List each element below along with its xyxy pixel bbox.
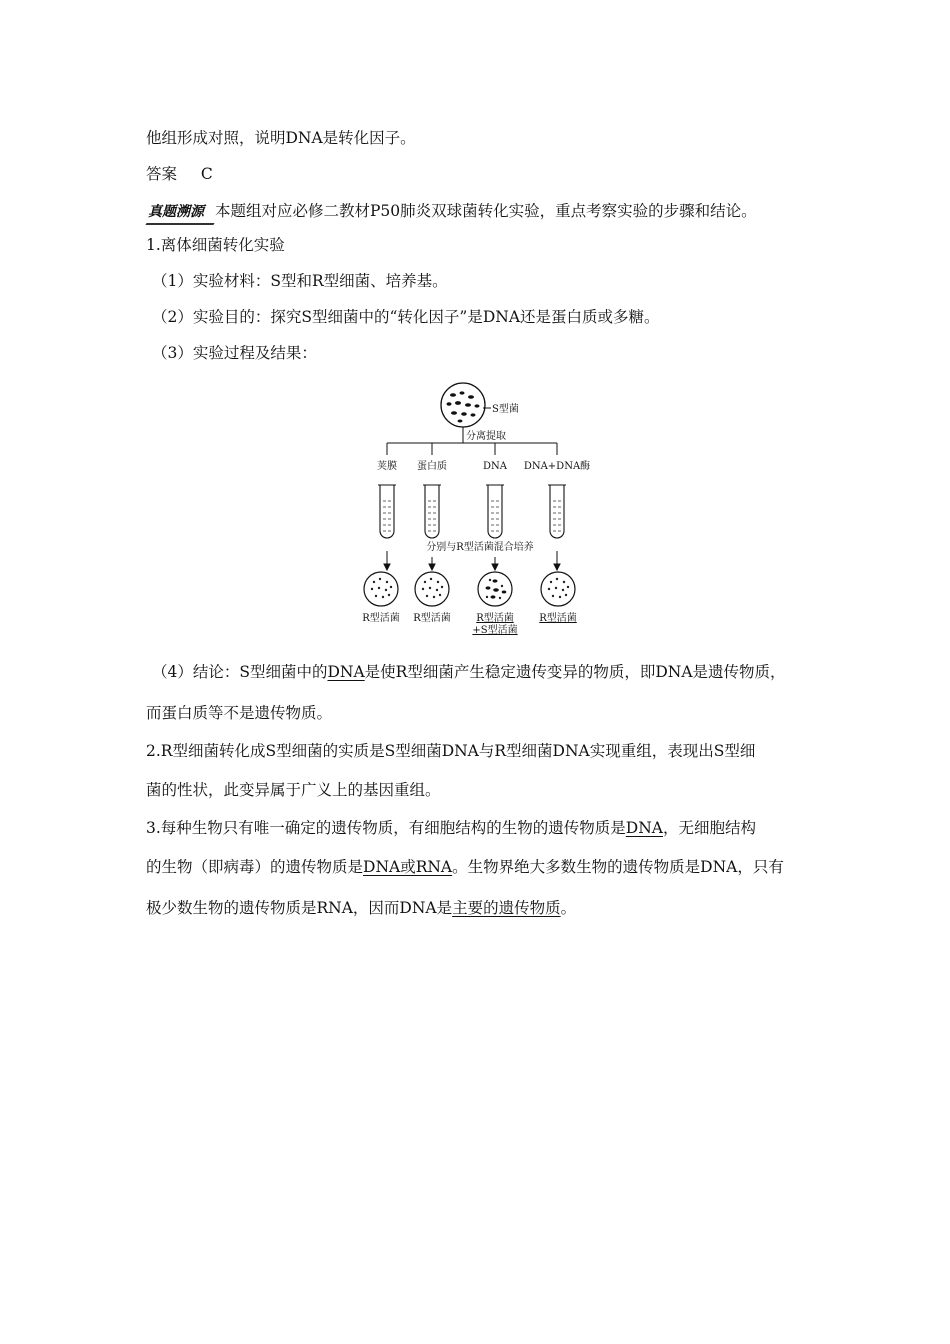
- item-2: （2）实验目的：探究S型细菌中的“转化因子”是DNA还是蛋白质或多糖。: [152, 308, 660, 326]
- result-label-4: R型活菌: [539, 613, 577, 624]
- mix-culture-label: 分别与R型活菌混合培养: [426, 542, 534, 553]
- section-3-underline-1: DNA: [625, 819, 663, 837]
- item-1: （1）实验材料：S型和R型细菌、培养基。: [152, 272, 448, 290]
- item-4-line-2: 而蛋白质等不是遗传物质。: [146, 704, 333, 722]
- section-3-line-2-post: 。生物界绝大多数生物的遗传物质是DNA，只有: [452, 858, 784, 876]
- section-3-underline-3: 主要的遗传物质: [452, 899, 561, 917]
- item-4-underline: DNA: [327, 663, 365, 681]
- tube-label-dna: DNA: [483, 461, 507, 472]
- section-1-heading: 1.离体细菌转化实验: [146, 236, 285, 254]
- arrows: [384, 551, 560, 570]
- test-tube-4: [548, 485, 566, 538]
- source-tag: 真题溯源: [146, 202, 208, 222]
- tube-label-capsule: 荚膜: [377, 461, 397, 472]
- test-tube-3: [486, 485, 504, 538]
- item-4-line-1: [152, 662, 786, 682]
- section-3-underline-2: DNA或RNA: [363, 858, 453, 876]
- section-2-line-1: 2.R型细菌转化成S型细菌的实质是S型细菌DNA与R型细菌DNA实现重组，表现出S型细: [146, 742, 756, 760]
- section-3-line-3: [146, 898, 576, 918]
- s-bacteria-result-cells: [486, 579, 507, 598]
- test-tube-2: [423, 485, 441, 538]
- section-3-line-2: [146, 857, 784, 877]
- split-label: 分离提取: [466, 431, 506, 442]
- answer-value: C: [200, 165, 213, 183]
- test-tubes: [378, 485, 566, 538]
- source-line: [146, 201, 757, 222]
- figure-svg: [350, 383, 590, 643]
- tube-liquid: [383, 501, 561, 531]
- transformation-experiment-figure: [350, 383, 590, 643]
- s-bacteria-cells: [447, 391, 480, 422]
- section-3-line-2-text: 的生物（即病毒）的遗传物质是: [146, 858, 364, 876]
- answer-line: [146, 164, 213, 184]
- item-4-text-post: 是使R型细菌产生稳定遗传变异的物质，即DNA是遗传物质，: [364, 663, 786, 681]
- s-bacteria-label: S型菌: [492, 404, 519, 415]
- tube-label-dna-dnase: DNA+DNA酶: [523, 461, 591, 472]
- item-4-text: （4）结论：S型细菌中的: [152, 663, 328, 681]
- tube-label-protein: 蛋白质: [417, 461, 447, 472]
- result-dish-2: [415, 572, 449, 606]
- result-label-1: R型活菌: [362, 613, 400, 624]
- result-label-3: R型活菌: [476, 613, 514, 624]
- section-3-text: 3.每种生物只有唯一确定的遗传物质，有细胞结构的生物的遗传物质是: [146, 819, 626, 837]
- r-bacteria-dots: [371, 578, 569, 599]
- section-3-line-3-text: 极少数生物的遗传物质是RNA，因而DNA是: [146, 899, 453, 917]
- source-text: 本题组对应必修二教材P50肺炎双球菌转化实验，重点考察实验的步骤和结论。: [214, 202, 757, 220]
- result-dish-4: [541, 572, 575, 606]
- item-3: （3）实验过程及结果：: [152, 344, 317, 362]
- answer-label: 答案: [146, 165, 178, 183]
- result-label-2: R型活菌: [413, 613, 451, 624]
- result-label-3-line2: +S型活菌: [472, 625, 518, 636]
- test-tube-1: [378, 485, 396, 538]
- section-3-text-post: ，无细胞结构: [662, 819, 756, 837]
- section-3-line-3-post: 。: [560, 899, 577, 917]
- result-dish-1: [364, 572, 398, 606]
- section-3-line-1: [146, 818, 756, 838]
- text-line-1: 他组形成对照，说明DNA是转化因子。: [146, 129, 416, 147]
- section-2-line-2: 菌的性状，此变异属于广义上的基因重组。: [146, 781, 441, 799]
